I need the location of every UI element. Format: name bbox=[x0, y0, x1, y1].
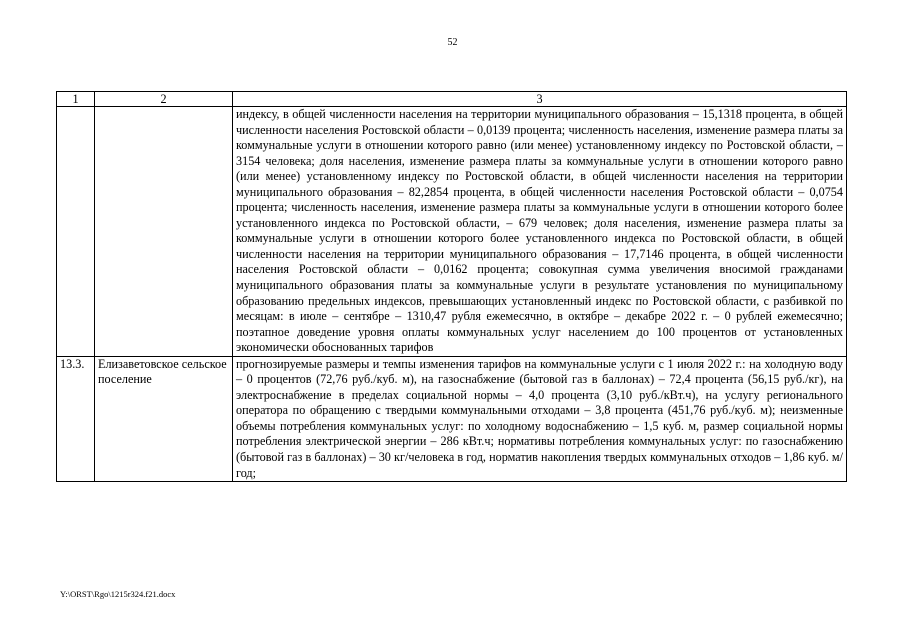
table-header-row bbox=[57, 92, 847, 107]
page-number: 52 bbox=[447, 37, 458, 48]
row-text-cell: прогнозируемые размеры и темпы изменения тарифов на коммунальные услуги с 1 июля 2022 г.: на холодную воду – 0 процентов (72,76 руб./куб. м), на газоснабжение (бытовой газ в баллонах) – 72,4 процента (56,15 руб./кг), на электроснабжение в пределах социальной нормы – 4,0 процента (3,10 руб./кВт.ч), на услугу регионального оператора по обращению с твердыми коммунальными отходами – 3,8 процента (451,76 руб./куб. м); неизменные объемы потребления коммунальных услуг: по холодному водоснабжению – 1,5 куб. м, размер социальной нормы потребления электрической энергии – 286 кВт.ч; нормативы потребления коммунальных услуг: по газоснабжению (бытовой газ в баллонах) – 30 кг/человека в год, норматив накопления твердых коммунальных отходов – 1,86 куб. м/год; bbox=[233, 356, 847, 481]
row-number-cell bbox=[57, 107, 95, 357]
column-header-3: 3 bbox=[233, 92, 847, 107]
column-header-2: 2 bbox=[95, 92, 233, 107]
document-table bbox=[56, 91, 847, 482]
table-row bbox=[57, 356, 847, 481]
column-header-1: 1 bbox=[57, 92, 95, 107]
table-row bbox=[57, 107, 847, 357]
row-name-cell: Елизаветовское сельское поселение bbox=[95, 356, 233, 481]
row-text-cell: индексу, в общей численности населения на территории муниципального образования – 15,1318 процента, в общей численности населения Ростовской области – 0,0139 процента; численность населения, изменение размера платы за коммунальные услуги в отношении которого равно (или менее) установленному индексу по Ростовской области, – 3154 человека; доля населения, изменение размера платы за коммунальные услуги в отношении которого равно (или менее) установленному индексу по Ростовской области, в общей численности населения на территории муниципального образования – 82,2854 процента, в общей численности населения Ростовской области – 0,0754 процента; численность населения, изменение размера платы за коммунальные услуги в отношении которого более установленного индекса по Ростовской области, – 679 человек; доля населения, изменение размера платы за коммунальные услуги в отношении которого более установленного индекса по Ростовской области, в общей численности населения на территории муниципального образования – 17,7146 процента, в общей численности населения Ростовской области – 0,0162 процента; совокупная сумма увеличения вносимой гражданами муниципального образования платы за коммунальные услуги в результате установления по муниципальному образованию предельных индексов, превышающих установленный индекс по Ростовской области, с разбивкой по месяцам: в июле – сентябре – 1310,47 рубля ежемесячно, в октябре – декабре 2022 г. – 0 рублей ежемесячно; поэтапное доведение уровня оплаты коммунальных услуг населением до 100 процентов от установленных экономически обоснованных тарифов bbox=[233, 107, 847, 357]
footer-file-path: Y:\ORST\Rgo\1215r324.f21.docx bbox=[60, 589, 176, 599]
row-name-cell bbox=[95, 107, 233, 357]
row-number-cell: 13.3. bbox=[57, 356, 95, 481]
